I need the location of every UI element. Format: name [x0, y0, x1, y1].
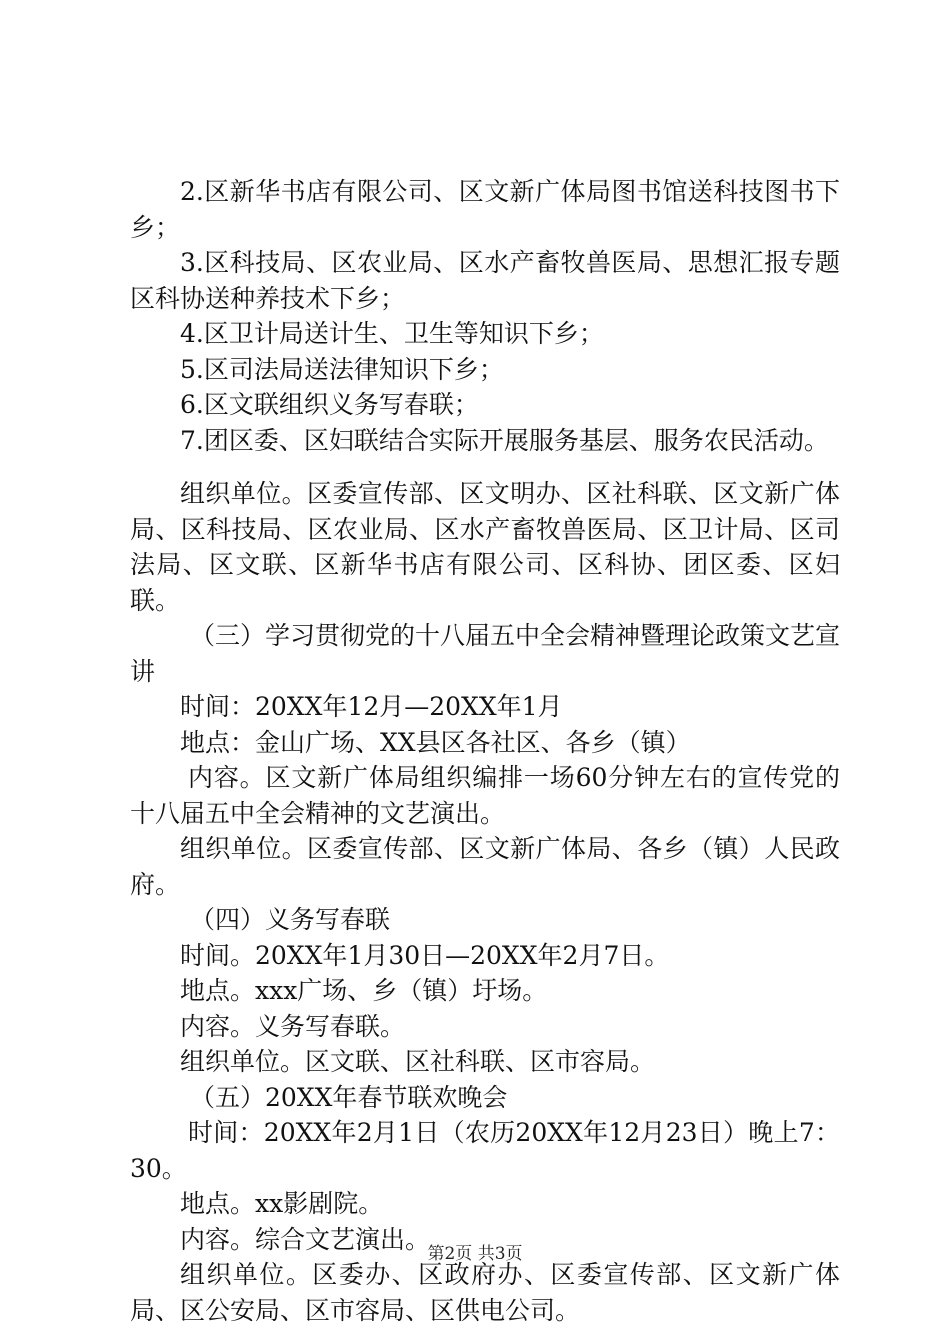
list-item-4: 4.区卫计局送计生、卫生等知识下乡；: [180, 319, 604, 348]
paragraph-gap: [130, 458, 840, 476]
section-heading-3: （三）学习贯彻党的十八届五中全会精神暨理论政策文艺宣讲: [130, 621, 841, 686]
document-body: [130, 174, 840, 1328]
organizers-line: 组织单位。区文联、区社科联、区市容局。: [180, 1047, 656, 1076]
section-heading-5: （五）20XX年春节联欢晚会: [190, 1082, 508, 1112]
content-line: 内容。义务写春联。: [180, 1011, 406, 1041]
section-heading-4: （四）义务写春联: [190, 905, 391, 934]
page-number-footer: 第2页 共3页: [427, 1244, 523, 1264]
organizers-paragraph: 组织单位。区委办、区政府办、区委宣传部、区文新广体局、区公安局、区市容局、区供电公司。: [130, 1260, 840, 1325]
time-paragraph: 时间：20XX年2月1日（农历20XX年12月23日）晚上7：30。: [130, 1118, 840, 1183]
content-paragraph: 内容。区文新广体局组织编排一场60分钟左右的宣传党的十八届五中全会精神的文艺演出。: [130, 763, 840, 828]
time-line: 时间。20XX年1月30日—20XX年2月7日。: [180, 940, 670, 970]
organizers-paragraph: 组织单位。区委宣传部、区文新广体局、各乡（镇）人民政府。: [130, 834, 840, 899]
list-item-2: 2.区新华书店有限公司、区文新广体局图书馆送科技图书下乡；: [130, 177, 840, 242]
location-line: 地点：金山广场、XX县区各社区、各乡（镇）: [180, 727, 691, 757]
location-line: 地点。xx影剧院。: [180, 1189, 384, 1218]
list-item-5: 5.区司法局送法律知识下乡；: [180, 354, 504, 384]
time-line: 时间：20XX年12月—20XX年1月: [180, 692, 563, 721]
list-item-3: 3.区科技局、区农业局、区水产畜牧兽医局、思想汇报专题区科协送种养技术下乡；: [130, 248, 840, 313]
content-line: 内容。综合文艺演出。: [180, 1224, 431, 1254]
location-line: 地点。xxx广场、乡（镇）圩场。: [180, 976, 548, 1005]
list-item-7: 7.团区委、区妇联结合实际开展服务基层、服务农民活动。: [180, 425, 829, 455]
organizers-paragraph: 组织单位。区委宣传部、区文明办、区社科联、区文新广体局、区科技局、区农业局、区水产畜牧兽医局、区卫计局、区司法局、区文联、区新华书店有限公司、区科协、团区委、区妇联。: [130, 479, 840, 615]
list-item-6: 6.区文联组织义务写春联；: [180, 390, 479, 419]
